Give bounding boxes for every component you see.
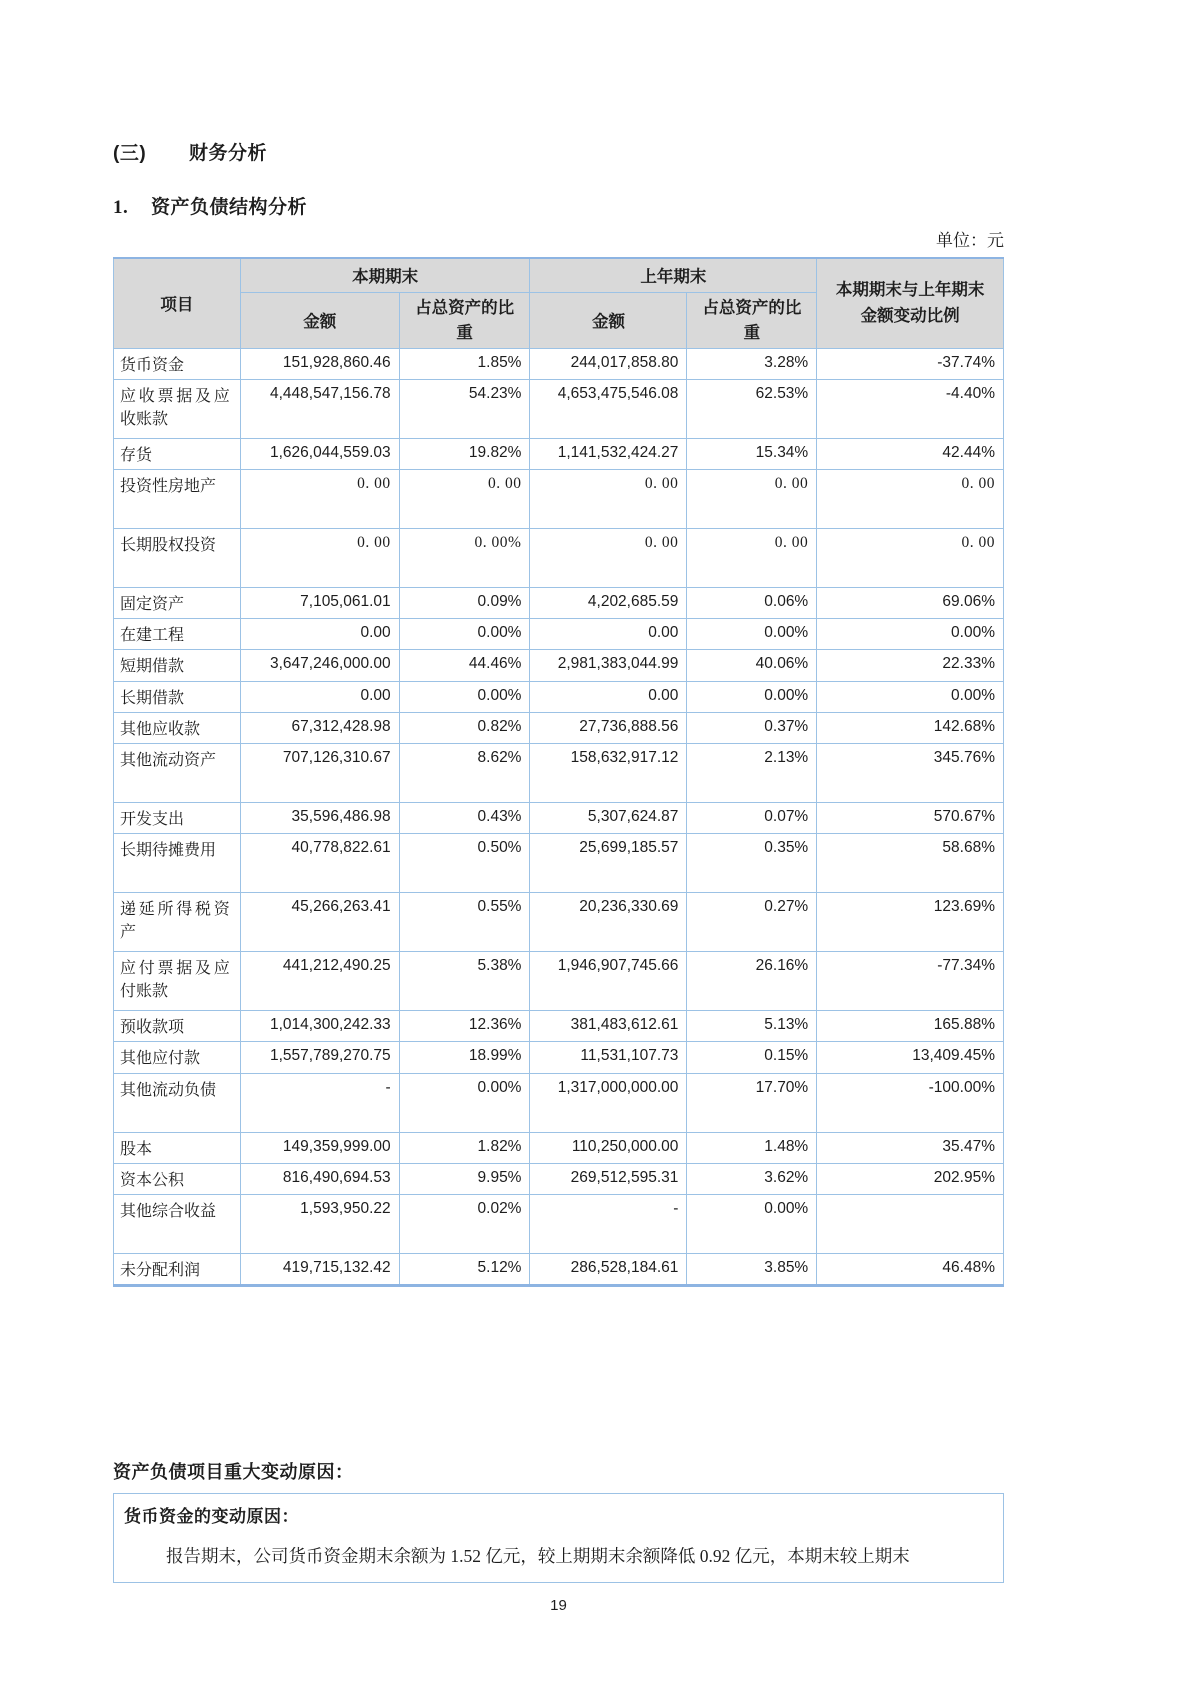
row-value: 22.33% xyxy=(817,650,1004,681)
row-value: 269,512,595.31 xyxy=(530,1163,687,1194)
subsection-title: 资产负债结构分析 xyxy=(151,197,308,218)
row-value: 0.00% xyxy=(399,619,530,650)
row-value: 11,531,107.73 xyxy=(530,1042,687,1073)
row-value: 19.82% xyxy=(399,438,530,469)
row-value: 0. 00% xyxy=(399,529,530,588)
row-value: -37.74% xyxy=(817,348,1004,379)
row-value: 165.88% xyxy=(817,1011,1004,1042)
page-content xyxy=(113,138,1004,1614)
row-value: 1,557,789,270.75 xyxy=(240,1042,399,1073)
row-value xyxy=(817,1194,1004,1253)
table-row xyxy=(114,743,1004,802)
header-amount-current: 金额 xyxy=(240,292,399,348)
row-value: 54.23% xyxy=(399,379,530,438)
row-value: 1,946,907,745.66 xyxy=(530,952,687,1011)
row-value: 1,317,000,000.00 xyxy=(530,1073,687,1132)
row-value: -4.40% xyxy=(817,379,1004,438)
row-label: 其他综合收益 xyxy=(114,1194,241,1253)
row-label: 长期股权投资 xyxy=(114,529,241,588)
row-label: 存货 xyxy=(114,438,241,469)
row-value: 286,528,184.61 xyxy=(530,1253,687,1285)
row-value: 25,699,185.57 xyxy=(530,834,687,893)
row-value: 0. 00 xyxy=(399,470,530,529)
row-label: 货币资金 xyxy=(114,348,241,379)
row-value: -100.00% xyxy=(817,1073,1004,1132)
row-value: 0. 00 xyxy=(687,529,817,588)
row-value: 0.06% xyxy=(687,588,817,619)
row-value: 151,928,860.46 xyxy=(240,348,399,379)
row-value: 0.55% xyxy=(399,893,530,952)
row-value: 110,250,000.00 xyxy=(530,1132,687,1163)
row-value: 0.09% xyxy=(399,588,530,619)
row-label: 开发支出 xyxy=(114,802,241,833)
row-value: 0.15% xyxy=(687,1042,817,1073)
row-value: 0.00% xyxy=(399,681,530,712)
row-value: 0.00% xyxy=(817,681,1004,712)
reason-box-text: 报告期末，公司货币资金期末余额为 1.52 亿元，较上期期末余额降低 0.92 亿元，本期末较上期末 xyxy=(166,1546,910,1567)
row-value: 58.68% xyxy=(817,834,1004,893)
row-value: 35.47% xyxy=(817,1132,1004,1163)
row-value: 0. 00 xyxy=(817,470,1004,529)
row-value: 1,141,532,424.27 xyxy=(530,438,687,469)
row-value: 0.00% xyxy=(687,681,817,712)
row-value: 67,312,428.98 xyxy=(240,712,399,743)
row-value: 3.28% xyxy=(687,348,817,379)
row-value: 158,632,917.12 xyxy=(530,743,687,802)
reason-box xyxy=(113,1493,1004,1583)
table-body xyxy=(114,348,1004,1285)
table-row xyxy=(114,529,1004,588)
row-value: 0.82% xyxy=(399,712,530,743)
row-value: 1,593,950.22 xyxy=(240,1194,399,1253)
table-row xyxy=(114,834,1004,893)
row-value: 9.95% xyxy=(399,1163,530,1194)
row-value: 123.69% xyxy=(817,893,1004,952)
row-value: 7,105,061.01 xyxy=(240,588,399,619)
row-value: 20,236,330.69 xyxy=(530,893,687,952)
row-value: 44.46% xyxy=(399,650,530,681)
unit-label: 单位：元 xyxy=(936,231,1004,250)
row-value: 5.38% xyxy=(399,952,530,1011)
header-change xyxy=(817,258,1004,348)
row-value: 0.50% xyxy=(399,834,530,893)
table-row xyxy=(114,438,1004,469)
row-value: 5.12% xyxy=(399,1253,530,1285)
row-value: 0. 00 xyxy=(240,470,399,529)
header-amount-prior: 金额 xyxy=(530,292,687,348)
row-value: 0.00 xyxy=(240,619,399,650)
row-label: 资本公积 xyxy=(114,1163,241,1194)
row-value: 0. 00 xyxy=(240,529,399,588)
row-value: 45,266,263.41 xyxy=(240,893,399,952)
row-value: 1.48% xyxy=(687,1132,817,1163)
table-row xyxy=(114,893,1004,952)
row-value: 0.00 xyxy=(530,681,687,712)
table-row xyxy=(114,650,1004,681)
row-label: 长期借款 xyxy=(114,681,241,712)
row-value: 35,596,486.98 xyxy=(240,802,399,833)
row-label: 投资性房地产 xyxy=(114,470,241,529)
row-value: 1.82% xyxy=(399,1132,530,1163)
row-label: 其他应付款 xyxy=(114,1042,241,1073)
row-value: 0.07% xyxy=(687,802,817,833)
row-value: 381,483,612.61 xyxy=(530,1011,687,1042)
row-value: 0. 00 xyxy=(530,470,687,529)
row-value: 0.27% xyxy=(687,893,817,952)
row-value: 0.00% xyxy=(817,619,1004,650)
row-value: 0. 00 xyxy=(530,529,687,588)
header-proportion-prior-text: 占总资产的比重 xyxy=(702,297,802,343)
header-change-text: 本期期末与上年期末金额变动比例 xyxy=(835,279,985,326)
row-value: 17.70% xyxy=(687,1073,817,1132)
row-value: 42.44% xyxy=(817,438,1004,469)
row-value: 0.00 xyxy=(530,619,687,650)
header-current-period: 本期期末 xyxy=(240,258,530,292)
table-row xyxy=(114,952,1004,1011)
row-value: -77.34% xyxy=(817,952,1004,1011)
row-value: 149,359,999.00 xyxy=(240,1132,399,1163)
table-row xyxy=(114,619,1004,650)
table-row xyxy=(114,470,1004,529)
table-row xyxy=(114,1132,1004,1163)
section-heading xyxy=(113,138,1004,165)
row-value: 0.00% xyxy=(399,1073,530,1132)
row-value: 0.35% xyxy=(687,834,817,893)
row-value: 345.76% xyxy=(817,743,1004,802)
row-value: 46.48% xyxy=(817,1253,1004,1285)
table-row xyxy=(114,1042,1004,1073)
row-label: 其他流动负债 xyxy=(114,1073,241,1132)
row-label: 短期借款 xyxy=(114,650,241,681)
row-label: 其他流动资产 xyxy=(114,743,241,802)
row-value: 0.43% xyxy=(399,802,530,833)
row-value: 142.68% xyxy=(817,712,1004,743)
row-value: 1,014,300,242.33 xyxy=(240,1011,399,1042)
row-value: 0.02% xyxy=(399,1194,530,1253)
header-row-periods xyxy=(114,258,1004,292)
row-value: 419,715,132.42 xyxy=(240,1253,399,1285)
row-value: 27,736,888.56 xyxy=(530,712,687,743)
row-value: 3,647,246,000.00 xyxy=(240,650,399,681)
row-label: 应收票据及应收账款 xyxy=(114,379,241,438)
table-row xyxy=(114,1011,1004,1042)
row-value: 2.13% xyxy=(687,743,817,802)
section-number: (三) xyxy=(113,143,147,164)
row-label: 递延所得税资产 xyxy=(114,893,241,952)
table-row xyxy=(114,379,1004,438)
row-value: 707,126,310.67 xyxy=(240,743,399,802)
table-row xyxy=(114,802,1004,833)
subsection-number: 1. xyxy=(113,197,129,218)
page-number: 19 xyxy=(550,1597,567,1615)
header-proportion-current xyxy=(399,292,530,348)
row-value: 816,490,694.53 xyxy=(240,1163,399,1194)
row-value: 8.62% xyxy=(399,743,530,802)
header-proportion-prior xyxy=(687,292,817,348)
row-value: 570.67% xyxy=(817,802,1004,833)
header-item: 项目 xyxy=(114,258,241,348)
table-row xyxy=(114,1163,1004,1194)
header-proportion-current-text: 占总资产的比重 xyxy=(415,297,515,343)
row-value: 2,981,383,044.99 xyxy=(530,650,687,681)
section-title: 财务分析 xyxy=(189,143,268,164)
header-prior-period: 上年期末 xyxy=(530,258,817,292)
row-label: 其他应收款 xyxy=(114,712,241,743)
table-row xyxy=(114,681,1004,712)
row-value: 12.36% xyxy=(399,1011,530,1042)
row-value: 13,409.45% xyxy=(817,1042,1004,1073)
reason-box-title: 货币资金的变动原因： xyxy=(124,1507,299,1527)
row-value: 0. 00 xyxy=(817,529,1004,588)
row-value: 441,212,490.25 xyxy=(240,952,399,1011)
row-value: 40,778,822.61 xyxy=(240,834,399,893)
table-row xyxy=(114,1194,1004,1253)
table-row xyxy=(114,1253,1004,1285)
balance-sheet-table xyxy=(113,257,1004,1287)
row-value: 69.06% xyxy=(817,588,1004,619)
row-value: 18.99% xyxy=(399,1042,530,1073)
row-label: 股本 xyxy=(114,1132,241,1163)
row-label: 预收款项 xyxy=(114,1011,241,1042)
row-label: 在建工程 xyxy=(114,619,241,650)
row-value: 0.00% xyxy=(687,1194,817,1253)
row-label: 应付票据及应付账款 xyxy=(114,952,241,1011)
subsection-heading xyxy=(113,192,1004,219)
row-label: 长期待摊费用 xyxy=(114,834,241,893)
row-value: 244,017,858.80 xyxy=(530,348,687,379)
row-value: 1,626,044,559.03 xyxy=(240,438,399,469)
row-value: 1.85% xyxy=(399,348,530,379)
row-value: 3.62% xyxy=(687,1163,817,1194)
row-value: 0. 00 xyxy=(687,470,817,529)
row-value: 4,448,547,156.78 xyxy=(240,379,399,438)
row-value: 5,307,624.87 xyxy=(530,802,687,833)
row-value: 4,653,475,546.08 xyxy=(530,379,687,438)
row-value: 0.00% xyxy=(687,619,817,650)
row-label: 未分配利润 xyxy=(114,1253,241,1285)
table-row xyxy=(114,712,1004,743)
row-value: 202.95% xyxy=(817,1163,1004,1194)
row-value: - xyxy=(530,1194,687,1253)
row-value: 62.53% xyxy=(687,379,817,438)
row-value: 5.13% xyxy=(687,1011,817,1042)
row-value: 26.16% xyxy=(687,952,817,1011)
reasons-heading: 资产负债项目重大变动原因： xyxy=(113,1462,354,1483)
row-value: - xyxy=(240,1073,399,1132)
row-value: 15.34% xyxy=(687,438,817,469)
table-row xyxy=(114,1073,1004,1132)
row-value: 0.00 xyxy=(240,681,399,712)
table-header xyxy=(114,258,1004,348)
row-value: 0.37% xyxy=(687,712,817,743)
row-value: 40.06% xyxy=(687,650,817,681)
row-label: 固定资产 xyxy=(114,588,241,619)
table-row xyxy=(114,588,1004,619)
row-value: 3.85% xyxy=(687,1253,817,1285)
row-value: 4,202,685.59 xyxy=(530,588,687,619)
table-row xyxy=(114,348,1004,379)
